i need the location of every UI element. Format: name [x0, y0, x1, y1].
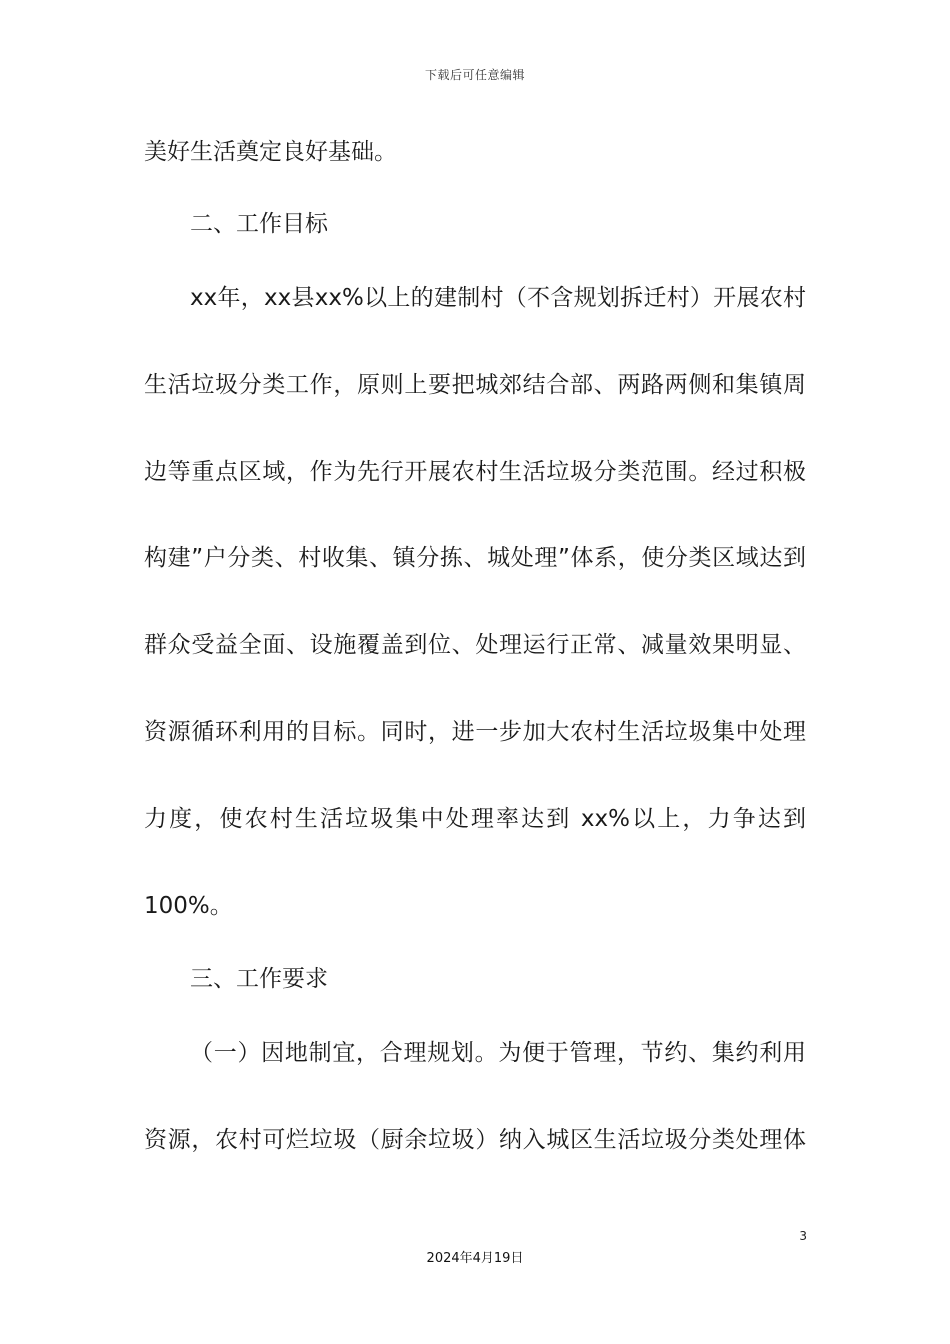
body-line: 100%。: [144, 893, 233, 919]
body-line: 力度，使农村生活垃圾集中处理率达到 xx%以上，力争达到: [144, 806, 806, 832]
page-header: 下载后可任意编辑: [424, 68, 525, 82]
body-line: xx年，xx县xx%以上的建制村（不含规划拆迁村）开展农村: [190, 285, 806, 311]
body-line: 生活垃圾分类工作，原则上要把城郊结合部、两路两侧和集镇周: [144, 372, 806, 398]
body-line: 边等重点区域，作为先行开展农村生活垃圾分类范围。经过积极: [144, 459, 806, 485]
section-heading: 三、工作要求: [190, 966, 328, 992]
footer-date: 2024年4月19日: [426, 1251, 524, 1266]
body-line: 美好生活奠定良好基础。: [144, 139, 397, 165]
body-line: 构建”户分类、村收集、镇分拣、城处理”体系，使分类区域达到: [144, 545, 806, 571]
body-line: （一）因地制宜，合理规划。为便于管理，节约、集约利用: [190, 1040, 806, 1066]
body-line: 资源循环利用的目标。同时，进一步加大农村生活垃圾集中处理: [144, 719, 806, 745]
page-number: 3: [799, 1229, 807, 1243]
section-heading: 二、工作目标: [190, 211, 328, 237]
body-line: 群众受益全面、设施覆盖到位、处理运行正常、减量效果明显、: [144, 632, 806, 658]
body-line: 资源，农村可烂垃圾（厨余垃圾）纳入城区生活垃圾分类处理体: [144, 1127, 806, 1153]
